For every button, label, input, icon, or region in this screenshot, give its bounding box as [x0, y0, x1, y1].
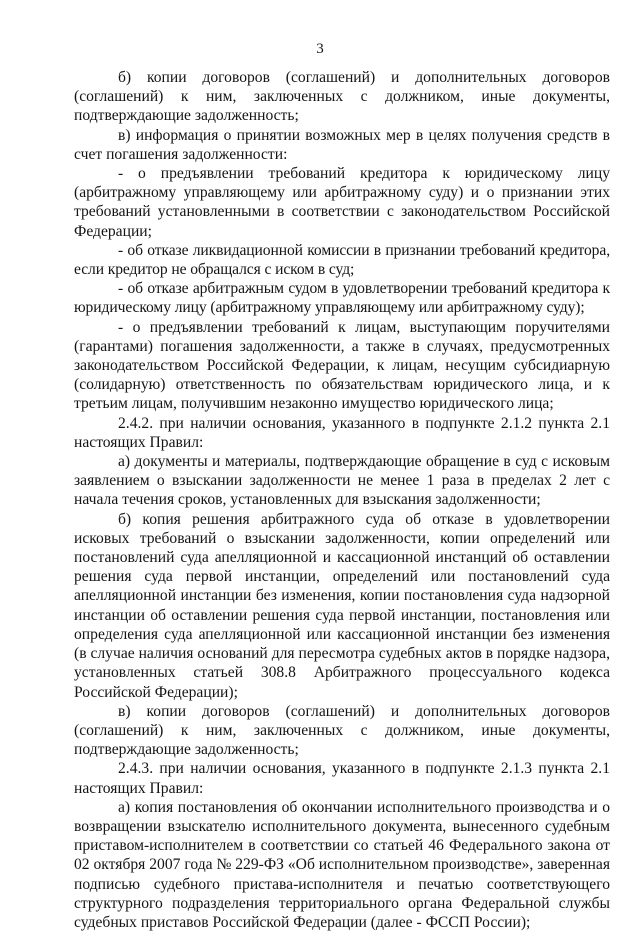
paragraph-a-enforcement-order: а) копия постановления об окончании исполнительного производства и о возвращении взыскателю исполнительного документа, вынесенного судебным приставом-исполнителем в соответствии со статьей 46 Федерального закона от 02 октября 2007 года № 229-ФЗ «Об исполнительном производстве», заверенная подписью судебного пристава-исполнителя и печатью соответствующего структурного подразделения территориального органа Федеральной службы судебных приставов Российской Федерации (далее - ФССП России);	[74, 798, 610, 931]
page-number: 3	[316, 41, 324, 57]
list-item-court-refusal: - об отказе арбитражным судом в удовлетворении требований кредитора к юридическому лицу (арбитражному управляющему или арбитражному суду);	[74, 280, 610, 317]
section-2-4-2-heading: 2.4.2. при наличии основания, указанного в подпункте 2.1.2 пункта 2.1 настоящих Правил:	[74, 414, 610, 451]
list-item-creditor-claims: - о предъявлении требований кредитора к юридическому лицу (арбитражному управляющему или арбитражному суду) и о признании этих требований установленными в соответствии с законодательством Российской Федерации;	[74, 165, 610, 240]
document-body	[74, 68, 610, 932]
paragraph-v-measures: в) информация о принятии возможных мер в целях получения средств в счет погашения задолженности:	[74, 126, 610, 163]
paragraph-v-contracts: в) копии договоров (соглашений) и дополнительных договоров (соглашений) к ним, заключенных с должником, иные документы, подтверждающие задолженность;	[74, 702, 610, 759]
paragraph-b-contracts: б) копии договоров (соглашений) и дополнительных договоров (соглашений) к ним, заключенных с должником, иные документы, подтверждающие задолженность;	[74, 69, 610, 125]
list-item-guarantor-claims: - о предъявлении требований к лицам, выступающим поручителями (гарантами) погашения задолженности, а также в случаях, предусмотренных законодательством Российской Федерации, к лицам, несущим субсидиарную (солидарную) ответственность по обязательствам юридического лица, и к третьим лицам, получившим незаконно имущество юридического лица;	[74, 318, 610, 413]
paragraph-a-court-documents: а) документы и материалы, подтверждающие обращение в суд с исковым заявлением о взыскании задолженности не менее 1 раза в пределах 2 лет с начала течения сроков, установленных для взыскания задолженности;	[74, 453, 610, 509]
list-item-liquidation-refusal: - об отказе ликвидационной комиссии в признании требований кредитора, если кредитор не обращался с иском в суд;	[74, 241, 610, 279]
section-2-4-3-heading: 2.4.3. при наличии основания, указанного в подпункте 2.1.3 пункта 2.1 настоящих Правил:	[74, 760, 610, 797]
paragraph-b-court-decision: б) копия решения арбитражного суда об отказе в удовлетворении исковых требований о взыскании задолженности, копии определений или постановлений суда апелляционной и кассационной инстанций об оставлении решения суда первой инстанции, определений или постановлений суда апелляционной инстанции без изменения, копии постановления суда надзорной инстанции об оставлении решения суда первой инстанции, постановления или определения суда апелляционной или кассационной инстанции без изменения (в случае наличия оснований для пересмотра судебных актов в порядке надзора, установленных статьей 308.8 Арбитражного процессуального кодекса Российской Федерации);	[74, 510, 610, 701]
